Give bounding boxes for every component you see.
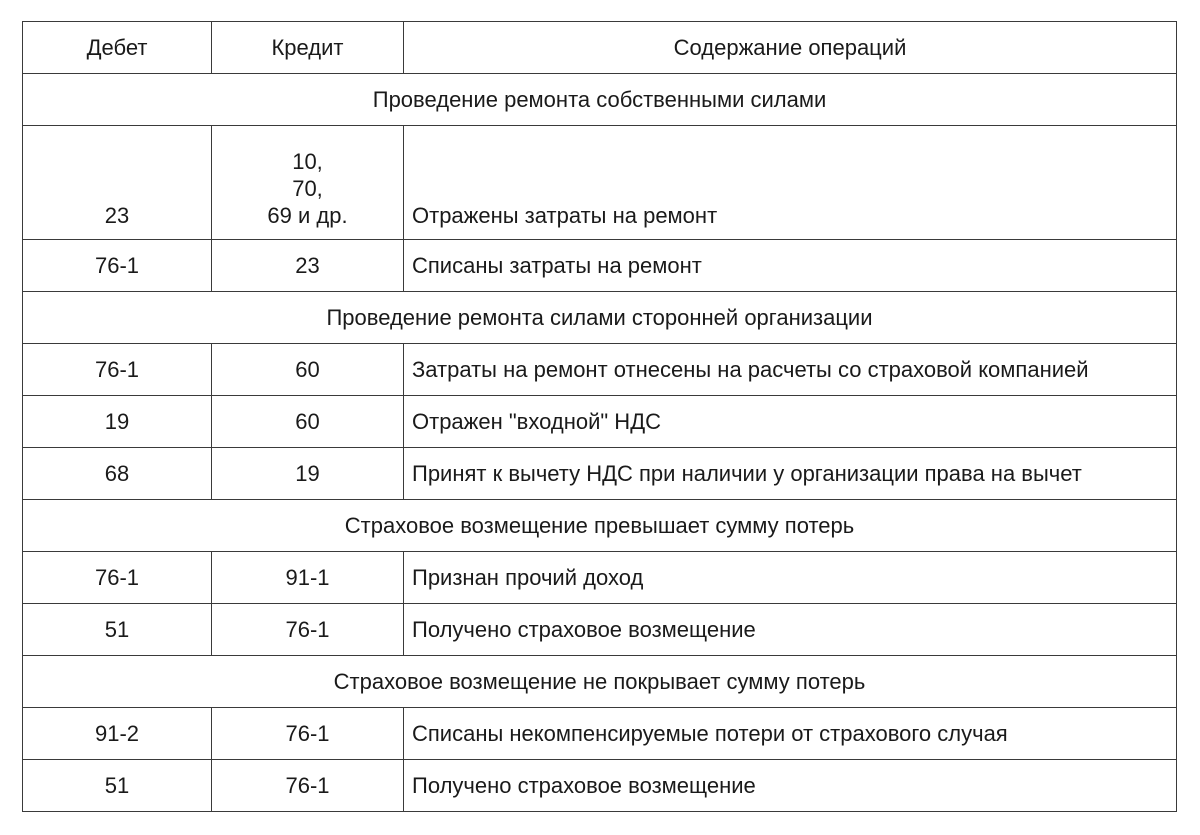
section-title: Страховое возмещение не покрывает сумму потерь — [23, 656, 1177, 708]
debit-cell: 76-1 — [23, 552, 212, 604]
header-description: Содержание операций — [404, 22, 1177, 74]
section-title: Проведение ремонта силами сторонней организации — [23, 292, 1177, 344]
credit-lines — [212, 148, 403, 229]
debit-cell: 51 — [23, 604, 212, 656]
table-row — [23, 396, 1177, 448]
table-row — [23, 344, 1177, 396]
description-cell: Списаны некомпенсируемые потери от страхового случая — [404, 708, 1177, 760]
table-row — [23, 448, 1177, 500]
debit-cell: 76-1 — [23, 344, 212, 396]
description-cell: Отражен "входной" НДС — [404, 396, 1177, 448]
debit-cell: 68 — [23, 448, 212, 500]
section-row — [23, 656, 1177, 708]
description-cell: Затраты на ремонт отнесены на расчеты со страховой компанией — [404, 344, 1177, 396]
credit-cell: 76-1 — [212, 708, 404, 760]
description-cell: Принят к вычету НДС при наличии у организации права на вычет — [404, 448, 1177, 500]
section-title: Проведение ремонта собственными силами — [23, 74, 1177, 126]
debit-cell: 51 — [23, 760, 212, 812]
credit-line: 10, — [292, 149, 323, 174]
debit-cell: 91-2 — [23, 708, 212, 760]
table-row — [23, 240, 1177, 292]
section-row — [23, 500, 1177, 552]
table-row — [23, 708, 1177, 760]
section-row — [23, 74, 1177, 126]
credit-cell — [212, 126, 404, 240]
credit-cell: 91-1 — [212, 552, 404, 604]
description-cell: Получено страховое возмещение — [404, 760, 1177, 812]
credit-cell: 76-1 — [212, 604, 404, 656]
table-row — [23, 552, 1177, 604]
table-row — [23, 126, 1177, 240]
credit-cell: 19 — [212, 448, 404, 500]
credit-line: 70, — [292, 176, 323, 201]
credit-cell: 76-1 — [212, 760, 404, 812]
accounting-entries-table — [22, 21, 1177, 812]
debit-cell: 76-1 — [23, 240, 212, 292]
header-credit: Кредит — [212, 22, 404, 74]
description-cell: Отражены затраты на ремонт — [404, 126, 1177, 240]
description-cell: Списаны затраты на ремонт — [404, 240, 1177, 292]
credit-cell: 60 — [212, 344, 404, 396]
section-title: Страховое возмещение превышает сумму потерь — [23, 500, 1177, 552]
description-cell: Признан прочий доход — [404, 552, 1177, 604]
description-cell: Получено страховое возмещение — [404, 604, 1177, 656]
credit-line: 69 и др. — [267, 203, 348, 228]
debit-cell: 19 — [23, 396, 212, 448]
table-row — [23, 604, 1177, 656]
header-row — [23, 22, 1177, 74]
credit-cell: 23 — [212, 240, 404, 292]
credit-cell: 60 — [212, 396, 404, 448]
debit-cell: 23 — [23, 126, 212, 240]
header-debit: Дебет — [23, 22, 212, 74]
section-row — [23, 292, 1177, 344]
table-row — [23, 760, 1177, 812]
